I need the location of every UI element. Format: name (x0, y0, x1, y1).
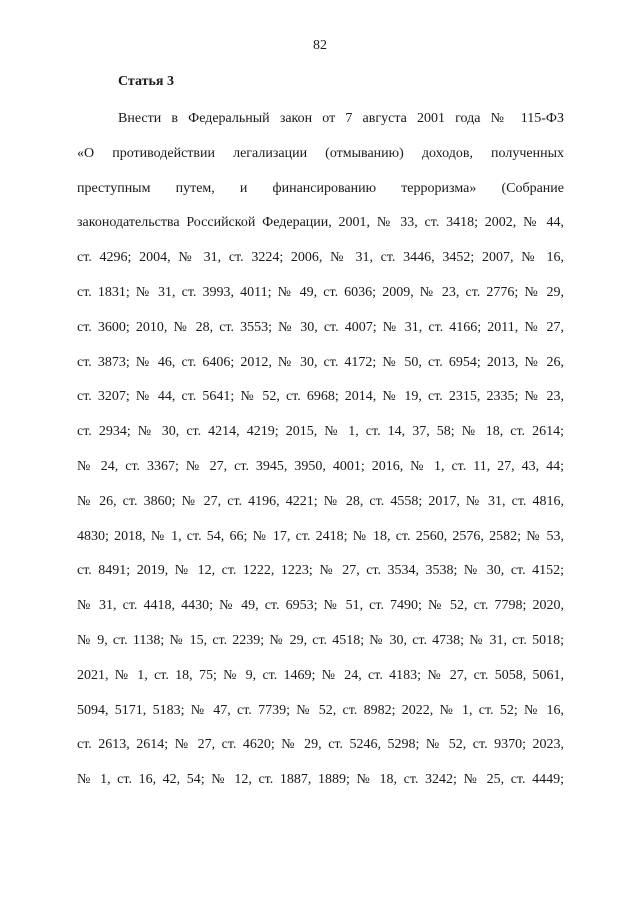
text-line: ст. 3207; № 44, ст. 5641; № 52, ст. 6968; 2014, № 19, ст. 2315, 2335; № 23, (77, 389, 564, 405)
text-line: законодательства Российской Федерации, 2001, № 33, ст. 3418; 2002, № 44, (77, 215, 564, 231)
text-line: № 1, ст. 16, 42, 54; № 12, ст. 1887, 1889; № 18, ст. 3242; № 25, ст. 4449; (77, 772, 564, 788)
text-line: ст. 2613, 2614; № 27, ст. 4620; № 29, ст. 5246, 5298; № 52, ст. 9370; 2023, (77, 737, 564, 753)
article-body (77, 102, 564, 798)
article-heading: Статья 3 (118, 74, 174, 89)
text-line: 5094, 5171, 5183; № 47, ст. 7739; № 52, ст. 8982; 2022, № 1, ст. 52; № 16, (77, 702, 564, 718)
text-line: ст. 2934; № 30, ст. 4214, 4219; 2015, № 1, ст. 14, 37, 58; № 18, ст. 2614; (77, 424, 564, 440)
text-line: ст. 3873; № 46, ст. 6406; 2012, № 30, ст. 4172; № 50, ст. 6954; 2013, № 26, (77, 354, 564, 370)
text-line: № 31, ст. 4418, 4430; № 49, ст. 6953; № 51, ст. 7490; № 52, ст. 7798; 2020, (77, 598, 564, 614)
text-line: Внести в Федеральный закон от 7 августа 2001 года № 115-ФЗ (118, 111, 564, 126)
text-line: № 24, ст. 3367; № 27, ст. 3945, 3950, 4001; 2016, № 1, ст. 11, 27, 43, 44; (77, 458, 564, 474)
page-number: 82 (313, 38, 327, 53)
text-line: ст. 4296; 2004, № 31, ст. 3224; 2006, № 31, ст. 3446, 3452; 2007, № 16, (77, 250, 564, 266)
text-line: ст. 3600; 2010, № 28, ст. 3553; № 30, ст. 4007; № 31, ст. 4166; 2011, № 27, (77, 319, 564, 335)
text-line: № 9, ст. 1138; № 15, ст. 2239; № 29, ст. 4518; № 30, ст. 4738; № 31, ст. 5018; (77, 632, 564, 648)
text-line: «О противодействии легализации (отмыванию) доходов, полученных (77, 145, 564, 161)
text-line: ст. 8491; 2019, № 12, ст. 1222, 1223; № 27, ст. 3534, 3538; № 30, ст. 4152; (77, 563, 564, 579)
text-line: 4830; 2018, № 1, ст. 54, 66; № 17, ст. 2418; № 18, ст. 2560, 2576, 2582; № 53, (77, 528, 564, 544)
text-line: № 26, ст. 3860; № 27, ст. 4196, 4221; № 28, ст. 4558; 2017, № 31, ст. 4816, (77, 493, 564, 509)
text-line: ст. 1831; № 31, ст. 3993, 4011; № 49, ст. 6036; 2009, № 23, ст. 2776; № 29, (77, 284, 564, 300)
text-line: преступным путем, и финансированию терроризма» (Собрание (77, 180, 564, 196)
text-line: 2021, № 1, ст. 18, 75; № 9, ст. 1469; № 24, ст. 4183; № 27, ст. 5058, 5061, (77, 667, 564, 683)
